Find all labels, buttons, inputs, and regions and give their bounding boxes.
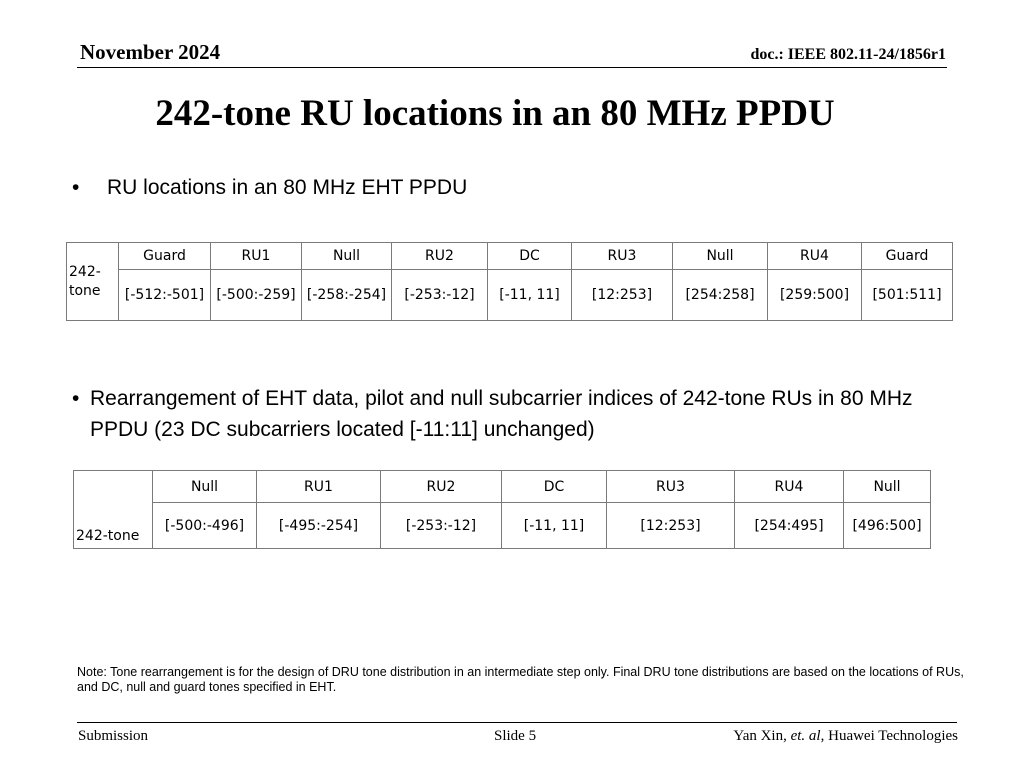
header-doc-id: doc.: IEEE 802.11-24/1856r1 bbox=[750, 46, 946, 63]
table-header-cell: RU2 bbox=[392, 243, 488, 270]
table-header-cell: Guard bbox=[119, 243, 211, 270]
footer-author bbox=[733, 728, 958, 745]
bullet-marker: • bbox=[72, 387, 80, 410]
table-cell: [-253:-12] bbox=[381, 503, 502, 549]
table-cell: [-253:-12] bbox=[392, 270, 488, 321]
table-cell: [-500:-496] bbox=[153, 503, 257, 549]
table-header-cell: DC bbox=[488, 243, 572, 270]
table-row-label: 242-tone bbox=[67, 243, 119, 321]
rearranged-ru-table bbox=[73, 470, 931, 549]
footer-author-etal: et. al bbox=[790, 728, 821, 744]
table-cell: [-11, 11] bbox=[488, 270, 572, 321]
bullet-text: RU locations in an 80 MHz EHT PPDU bbox=[107, 176, 468, 199]
table-header-cell: RU4 bbox=[735, 471, 844, 503]
footer-author-org: , Huawei Technologies bbox=[820, 728, 958, 744]
footer-divider bbox=[77, 722, 957, 723]
table-cell: [-258:-254] bbox=[302, 270, 392, 321]
table-cell: [254:258] bbox=[673, 270, 768, 321]
table-header-cell: RU3 bbox=[607, 471, 735, 503]
footer-slide-number: Slide 5 bbox=[494, 728, 537, 744]
table-cell: [501:511] bbox=[862, 270, 953, 321]
table-cell: [-512:-501] bbox=[119, 270, 211, 321]
table-cell: [-500:-259] bbox=[211, 270, 302, 321]
table-header-cell: RU4 bbox=[768, 243, 862, 270]
table-header-cell: Null bbox=[302, 243, 392, 270]
footer-author-name: Yan Xin, bbox=[733, 728, 791, 744]
table-cell: [12:253] bbox=[572, 270, 673, 321]
table-cell: [12:253] bbox=[607, 503, 735, 549]
footnote: Note: Tone rearrangement is for the design of DRU tone distribution in an intermediate step only. Final DRU tone distributions are based on the locations of RUs, and DC, null and guard tones specified in EHT. bbox=[77, 665, 964, 694]
slide-title: 242-tone RU locations in an 80 MHz PPDU bbox=[155, 93, 835, 134]
header-divider bbox=[77, 67, 947, 68]
footer-submission: Submission bbox=[78, 728, 149, 744]
ru-locations-table bbox=[66, 242, 953, 321]
table-header-cell: RU3 bbox=[572, 243, 673, 270]
bullet-text: Rearrangement of EHT data, pilot and null subcarrier indices of 242-tone RUs in 80 MHz PPDU (23 DC subcarriers located [-11:11] unchanged) bbox=[90, 387, 913, 441]
table-header-cell: RU1 bbox=[257, 471, 381, 503]
table-header-cell: DC bbox=[502, 471, 607, 503]
table-cell: [259:500] bbox=[768, 270, 862, 321]
table-header-cell: RU2 bbox=[381, 471, 502, 503]
table-header-cell: Null bbox=[673, 243, 768, 270]
header-date: November 2024 bbox=[80, 40, 221, 64]
table-header-cell: Null bbox=[153, 471, 257, 503]
table-cell: [496:500] bbox=[844, 503, 931, 549]
bullet-rearrangement bbox=[72, 383, 952, 445]
table-cell: [254:495] bbox=[735, 503, 844, 549]
table-header-cell: Guard bbox=[862, 243, 953, 270]
table-cell: [-495:-254] bbox=[257, 503, 381, 549]
table-header-cell: Null bbox=[844, 471, 931, 503]
table-header-cell: RU1 bbox=[211, 243, 302, 270]
table-cell: [-11, 11] bbox=[502, 503, 607, 549]
table-row-label: 242-tone bbox=[74, 471, 153, 549]
bullet-marker: • bbox=[72, 176, 80, 199]
